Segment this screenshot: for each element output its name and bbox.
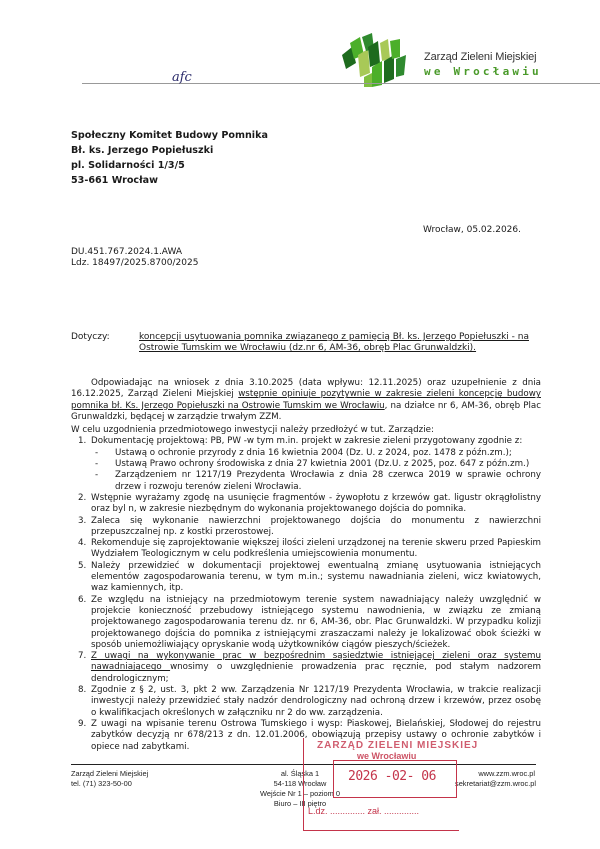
- stamp-date: 2026 -02- 06: [348, 769, 436, 784]
- recipient-line: Bł. ks. Jerzego Popiełuszki: [71, 145, 214, 156]
- letter-date: Wrocław, 05.02.2026.: [423, 225, 521, 235]
- letter-body: [71, 378, 541, 753]
- reference-numbers: [71, 247, 198, 269]
- stamp-city: we Wrocławiu: [357, 751, 417, 761]
- opinion-highlight: wstępnie opiniuje pozytywnie w zakresie zieleni koncepcję budowy pomnika bł. Ks. Jerzego Popiełuszki na Ostrowie Tumskim we Wrocławiu: [71, 389, 541, 411]
- list-item: 2. Wstępnie wyrażamy zgodę na usunięcie fragmentów - żywopłotu z krzewów gat. ligustr okrągłolistny oraz byl n, w zakresie niezbędnym do wykonania projektowanego dojścia do pomnika.: [89, 493, 541, 516]
- list-item: 8. Zgodnie z § 2, ust. 3, pkt 2 ww. Zarządzenia Nr 1217/19 Prezydenta Wrocławia, w trakcie realizacji inwestycji należy przewidzieć stały nadzór dendrologiczny nad ochroną drzew i krzewów, przez osobę o kwalifikacjach określonych w załączniku nr 2 do ww. zarządzenia.: [89, 685, 541, 719]
- intro-paragraph: Odpowiadając na wniosek z dnia 3.10.2025 (data wpływu: 12.11.2025) oraz uzupełnienie z dnia 16.12.2025, Zarząd Zieleni Miejskiej wstępnie opiniuje pozytywnie w zakresie zieleni koncepcję budowy pomnika bł. Ks. Jerzego Popiełuszki na Ostrowie Tumskim we Wrocławiu, na działce nr 6, AM-36, obręb Plac Grunwaldzki, będącej w zarządzie trwałym ZZM.: [71, 378, 542, 422]
- log-reference: Ldz. 18497/2025.8700/2025: [71, 258, 199, 268]
- requirements-lead: W celu uzgodnienia przedmiotowego inwestycji należy przedłożyć w tut. Zarządzie:: [71, 425, 434, 436]
- recipient-line: pl. Solidarności 1/3/5: [71, 160, 185, 171]
- stamp-org: ZARZĄD ZIELENI MIEJSKIEJ: [317, 740, 479, 751]
- list-item: 5. Należy przewidzieć w dokumentacji projektowej ewentualną zmianę usytuowania istniejących elementów zagospodarowania terenu, w tym m.in.; systemu nawadniania zieleni, wicz kwiatowych, waz kamiennych, itp.: [89, 561, 541, 595]
- tree-leaf-logo-icon: [340, 33, 408, 88]
- list-subitem: - Ustawą o ochronie przyrody z dnia 16 kwietnia 2004 (Dz. U. z 2024, poz. 1478 z późn.zm.);: [113, 448, 541, 459]
- list-subitem: - Ustawą Prawo ochrony środowiska z dnia 27 kwietnia 2001 (Dz.U. z 2025, poz. 647 z późn.zm.): [113, 459, 541, 470]
- stamp-log-field: L.dz. .............. zał. ..............: [308, 806, 420, 816]
- list-item: 9. Z uwagi na wpisanie terenu Ostrowa Tumskiego i wysp: Piaskowej, Bielańskiej, Słodowej do rejestru zabytków decyzją nr 678/213 z dn. 12.01.2006, obowiązują przepisy ustawy o ochronie zabytków i opiece nad zabytkami.: [89, 719, 541, 753]
- subject-text: koncepcji usytuowania pomnika związanego z pamięcią Bł. ks. Jerzego Popiełuszki - na Ostrowie Tumskim we Wrocławiu (dz.nr 6, AM-36, obręb Plac Grunwaldzki).: [139, 332, 529, 353]
- list-item: 7. Z uwagi na wykonywanie prac w bezpośrednim sąsiedztwie istniejącej zieleni oraz systemu nawadniającego wnosimy o uwzględnienie prowadzenia prac ręcznie, pod stałym nadzorem dendrologicznym;: [89, 651, 541, 685]
- footer-contact: [455, 769, 535, 789]
- footer-address: al. Śląska 1 54-118 Wrocław Wejście Nr 1 – poziom 0 Biuro – III piętro: [260, 769, 340, 808]
- footer-org: Zarząd Zieleni Miejskiej tel. (71) 323-50-00: [71, 769, 149, 788]
- registration-line: [82, 83, 600, 84]
- legal-basis-list: [91, 448, 541, 493]
- recipient-line: Społeczny Komitet Budowy Pomnika: [71, 130, 268, 141]
- list-subitem: - Zarządzeniem nr 1217/19 Prezydenta Wrocławia z dnia 28 czerwca 2019 w sprawie ochrony drzew i rozwoju terenów zieleni Wrocławia.: [113, 470, 541, 493]
- requirements-list: [71, 436, 541, 752]
- list-item: 6. Ze względu na istniejący na przedmiotowym terenie system nawadniający należy uwzględnić w projekcie konieczność przebudowy istniejącego systemu nawodnienia, w związku ze zmianą projektowanego zagospodarowania terenu dz. nr 6, AM-36, obr. Plac Grunwaldzki. W przypadku kolizji projektowanego dojścia do pomnika z istniejącymi zraszaczami należy je lokalizować obok ścieżki w sposób uniemożliwiający opryskanie wodą użytkowników ciągów pieszych/ścieżek.: [89, 595, 541, 651]
- organization-logo: [340, 33, 590, 88]
- logo-title: Zarząd Zieleni Miejskiej: [424, 51, 537, 63]
- list-item: 4. Rekomenduje się zaprojektowanie większej ilości zieleni urządzonej na terenie skweru przed Papieskim Wydziałem Teologicznym w celu podkreślenia umiejscowienia monumentu.: [89, 538, 541, 561]
- recipient-address: [71, 128, 268, 188]
- recipient-line: 53-661 Wrocław: [71, 175, 159, 186]
- subject-label: Dotyczy:: [71, 332, 110, 342]
- website-link[interactable]: www.zzm.wroc.pl: [478, 769, 535, 778]
- email-link[interactable]: sekretariat@zzm.wroc.pl: [455, 779, 537, 788]
- logo-subtitle: we Wrocławiu: [424, 65, 542, 78]
- received-stamp: [303, 738, 479, 838]
- list-item: 1. Dokumentację projektową: PB, PW -w tym m.in. projekt w zakresie zieleni przygotowany zgodnie z: - Ustawą o ochronie przyrody z dnia 16 kwietnia 2004 (Dz. U. z 2024, poz. 1478 z późn.zm.); - Ustawą Prawo ochrony środowiska z dnia 27 kwietnia 2001 (Dz.U. z 2025, poz. 647 z późn.zm.) - Zarządzeniem nr 1217/19 Prezydenta Wrocławia z dnia 28 czerwca 2019 w sprawie ochrony drzew i rozwoju terenów zieleni Wrocławia.: [89, 436, 541, 492]
- list-item: 3. Zaleca się wykonanie nawierzchni projektowanego dojścia do monumentu z nawierzchni przepuszczalnej np. z kostki przerostowej.: [89, 516, 541, 539]
- case-reference: DU.451.767.2024.1.AWA: [71, 247, 183, 257]
- handwritten-initials: afc: [172, 70, 192, 85]
